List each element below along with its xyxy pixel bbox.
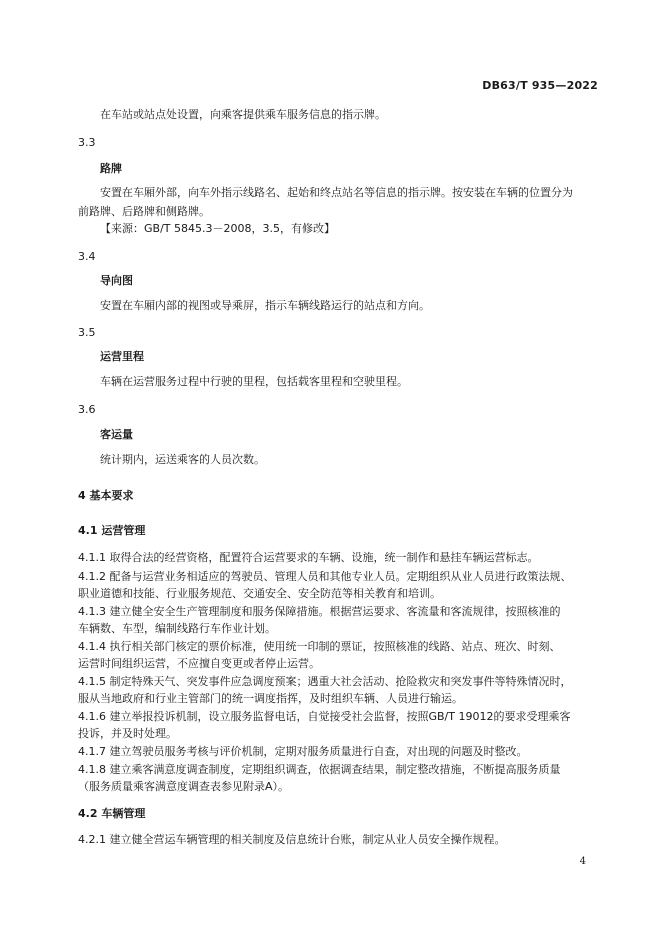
clause-text: 4.1.8 建立乘客满意度调查制度，定期组织调查，依据调查结果，制定整改措施，不断提高服务质量: [78, 763, 561, 776]
term-heading: 路牌: [100, 162, 122, 175]
clause-number: 3.3: [78, 136, 96, 149]
term-heading: 客运量: [100, 428, 133, 441]
document-id-header: DB63/T 935—2022: [482, 79, 598, 92]
text-line: 前路牌、后路牌和侧路牌。: [78, 205, 210, 218]
clause-number: 3.5: [78, 326, 96, 339]
clause-text: 4.1.6 建立举报投诉机制，设立服务监督电话，自觉接受社会监督，按照GB/T 19012的要求受理乘客: [78, 710, 571, 723]
clause-text: 4.1.1 取得合法的经营资格，配置符合运营要求的车辆、设施，统一制作和悬挂车辆运营标志。: [78, 551, 539, 564]
term-heading: 运营里程: [100, 350, 144, 363]
text-line: 运营时间组织运营，不应擅自变更或者停止运营。: [78, 657, 320, 670]
clause-text: 4.1.3 建立健全安全生产管理制度和服务保障措施。根据营运要求、客流量和客流规律，按照核准的: [78, 605, 561, 618]
subsection-heading: 4.1 运营管理: [78, 524, 146, 537]
clause-text: 4.1.7 建立驾驶员服务考核与评价机制，定期对服务质量进行自查，对出现的问题及时整改。: [78, 745, 528, 758]
text-line: 统计期内，运送乘客的人员次数。: [100, 453, 265, 466]
clause-text: 4.1.2 配备与运营业务相适应的驾驶员、管理人员和其他专业人员。定期组织从业人员进行政策法规、: [78, 570, 572, 583]
clause-number: 3.6: [78, 403, 96, 416]
clause-number: 3.4: [78, 250, 96, 263]
page-number: 4: [579, 856, 586, 867]
subsection-heading: 4.2 车辆管理: [78, 807, 146, 820]
text-line: 车辆在运营服务过程中行驶的里程，包括载客里程和空驶里程。: [100, 375, 408, 388]
text-line: 投诉，并及时处理。: [78, 727, 177, 740]
term-heading: 导向图: [100, 274, 133, 287]
source-note: 【来源：GB/T 5845.3－2008，3.5，有修改】: [100, 222, 335, 235]
text-line: 服从当地政府和行业主管部门的统一调度指挥，及时组织车辆、人员进行输运。: [78, 692, 463, 705]
clause-text: 4.2.1 建立健全营运车辆管理的相关制度及信息统计台账，制定从业人员安全操作规程。: [78, 833, 506, 846]
text-line: 车辆数、车型，编制线路行车作业计划。: [78, 622, 276, 635]
text-line: （服务质量乘客满意度调查表参见附录A）。: [78, 780, 290, 793]
clause-text: 4.1.5 制定特殊天气、突发事件应急调度预案；遇重大社会活动、抢险救灾和突发事件等特殊情况时，: [78, 675, 572, 688]
text-line: 在车站或站点处设置，向乘客提供乘车服务信息的指示牌。: [100, 108, 386, 121]
text-line: 职业道德和技能、行业服务规范、交通安全、安全防范等相关教育和培训。: [78, 587, 441, 600]
text-line: 安置在车厢内部的视图或导乘屏，指示车辆线路运行的站点和方向。: [100, 299, 430, 312]
section-heading: 4 基本要求: [78, 489, 134, 502]
text-line: 安置在车厢外部，向车外指示线路名、起始和终点站名等信息的指示牌。按安装在车辆的位置分为: [100, 186, 573, 199]
clause-text: 4.1.4 执行相关部门核定的票价标准，使用统一印制的票证，按照核准的线路、站点、班次、时刻、: [78, 640, 561, 653]
